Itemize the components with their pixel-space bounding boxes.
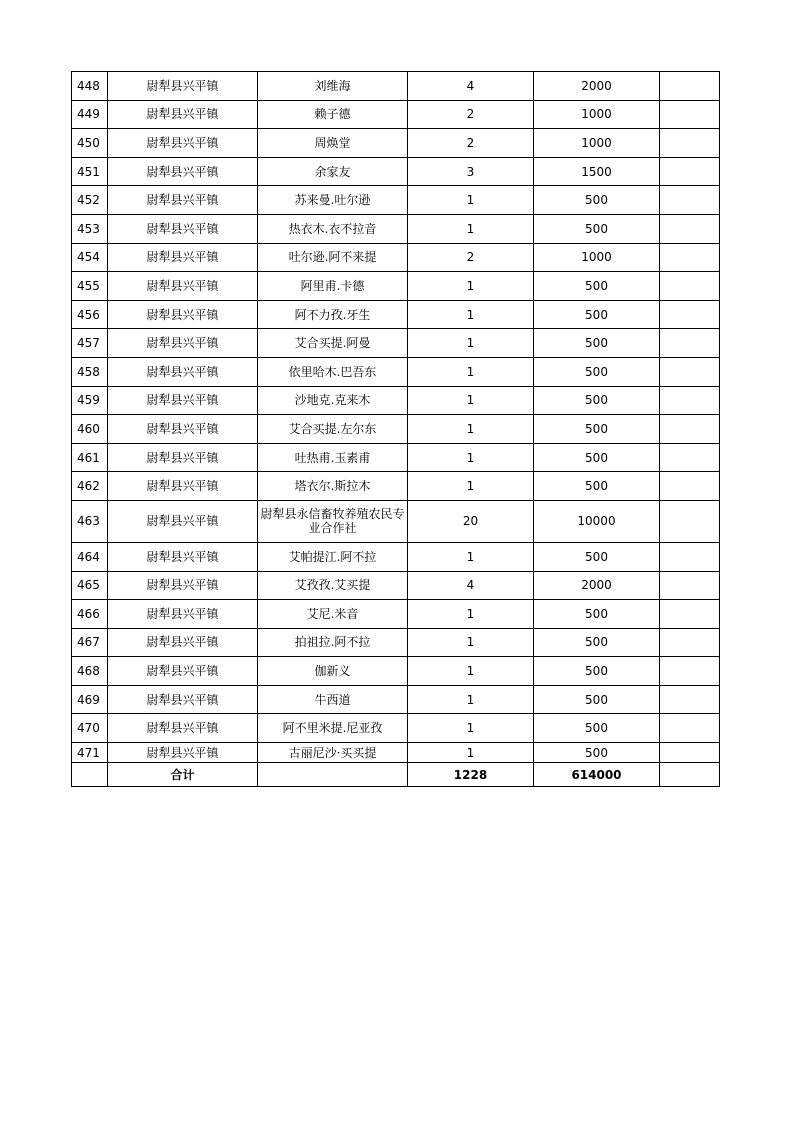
note-cell bbox=[660, 186, 720, 215]
table-row bbox=[72, 157, 720, 186]
township-cell: 尉犁县兴平镇 bbox=[108, 357, 258, 386]
quantity-cell: 2 bbox=[408, 100, 534, 129]
quantity-cell: 1 bbox=[408, 472, 534, 501]
amount-cell: 500 bbox=[534, 443, 660, 472]
amount-cell: 500 bbox=[534, 714, 660, 743]
row-number-cell: 448 bbox=[72, 72, 108, 101]
note-cell bbox=[660, 415, 720, 444]
table-row bbox=[72, 685, 720, 714]
amount-cell: 500 bbox=[534, 300, 660, 329]
note-cell bbox=[660, 500, 720, 542]
table-row bbox=[72, 72, 720, 101]
row-number-cell: 469 bbox=[72, 685, 108, 714]
note-cell bbox=[660, 272, 720, 301]
total-row bbox=[72, 763, 720, 787]
recipient-name-cell: 阿里甫.卡德 bbox=[258, 272, 408, 301]
table-row bbox=[72, 214, 720, 243]
row-number-cell: 449 bbox=[72, 100, 108, 129]
township-cell: 尉犁县兴平镇 bbox=[108, 743, 258, 763]
amount-cell: 500 bbox=[534, 600, 660, 629]
row-number-cell: 464 bbox=[72, 542, 108, 571]
recipient-name-cell: 吐尔逊.阿不来提 bbox=[258, 243, 408, 272]
note-cell bbox=[660, 72, 720, 101]
township-cell: 尉犁县兴平镇 bbox=[108, 600, 258, 629]
township-cell: 尉犁县兴平镇 bbox=[108, 214, 258, 243]
note-cell bbox=[660, 100, 720, 129]
amount-cell: 500 bbox=[534, 628, 660, 657]
note-cell bbox=[660, 600, 720, 629]
table-row bbox=[72, 415, 720, 444]
recipient-name-cell: 赖子德 bbox=[258, 100, 408, 129]
row-number-cell: 453 bbox=[72, 214, 108, 243]
township-cell: 尉犁县兴平镇 bbox=[108, 100, 258, 129]
township-cell: 尉犁县兴平镇 bbox=[108, 443, 258, 472]
note-cell bbox=[660, 129, 720, 158]
row-number-cell: 471 bbox=[72, 743, 108, 763]
recipient-name-cell: 吐热甫.玉素甫 bbox=[258, 443, 408, 472]
quantity-cell: 2 bbox=[408, 129, 534, 158]
recipient-name-cell: 热衣木.衣不拉音 bbox=[258, 214, 408, 243]
recipient-name-cell: 周焕堂 bbox=[258, 129, 408, 158]
row-number-cell: 465 bbox=[72, 571, 108, 600]
table-row bbox=[72, 243, 720, 272]
table-row bbox=[72, 743, 720, 763]
amount-cell: 500 bbox=[534, 542, 660, 571]
township-cell: 尉犁县兴平镇 bbox=[108, 129, 258, 158]
recipient-name-cell: 艾合买提.左尔东 bbox=[258, 415, 408, 444]
table-row bbox=[72, 329, 720, 358]
table-row bbox=[72, 500, 720, 542]
amount-cell: 1500 bbox=[534, 157, 660, 186]
amount-cell: 500 bbox=[534, 415, 660, 444]
quantity-cell: 1 bbox=[408, 443, 534, 472]
table-row bbox=[72, 472, 720, 501]
total-note-cell bbox=[660, 763, 720, 787]
amount-cell: 500 bbox=[534, 685, 660, 714]
total-qty-cell: 1228 bbox=[408, 763, 534, 787]
township-cell: 尉犁县兴平镇 bbox=[108, 500, 258, 542]
recipient-name-cell: 伽新义 bbox=[258, 657, 408, 686]
township-cell: 尉犁县兴平镇 bbox=[108, 685, 258, 714]
total-number-cell bbox=[72, 763, 108, 787]
row-number-cell: 466 bbox=[72, 600, 108, 629]
table-row bbox=[72, 300, 720, 329]
table-row bbox=[72, 443, 720, 472]
recipient-name-cell: 尉犁县永信畜牧养殖农民专业合作社 bbox=[258, 500, 408, 542]
township-cell: 尉犁县兴平镇 bbox=[108, 300, 258, 329]
row-number-cell: 470 bbox=[72, 714, 108, 743]
amount-cell: 500 bbox=[534, 357, 660, 386]
row-number-cell: 457 bbox=[72, 329, 108, 358]
note-cell bbox=[660, 300, 720, 329]
township-cell: 尉犁县兴平镇 bbox=[108, 472, 258, 501]
note-cell bbox=[660, 329, 720, 358]
amount-cell: 500 bbox=[534, 214, 660, 243]
amount-cell: 2000 bbox=[534, 72, 660, 101]
quantity-cell: 2 bbox=[408, 243, 534, 272]
township-cell: 尉犁县兴平镇 bbox=[108, 628, 258, 657]
amount-cell: 500 bbox=[534, 329, 660, 358]
quantity-cell: 1 bbox=[408, 329, 534, 358]
recipient-name-cell: 苏来曼.吐尔逊 bbox=[258, 186, 408, 215]
note-cell bbox=[660, 386, 720, 415]
table-row bbox=[72, 386, 720, 415]
table-row bbox=[72, 542, 720, 571]
row-number-cell: 463 bbox=[72, 500, 108, 542]
quantity-cell: 1 bbox=[408, 657, 534, 686]
note-cell bbox=[660, 157, 720, 186]
quantity-cell: 1 bbox=[408, 714, 534, 743]
row-number-cell: 459 bbox=[72, 386, 108, 415]
note-cell bbox=[660, 571, 720, 600]
quantity-cell: 1 bbox=[408, 300, 534, 329]
quantity-cell: 4 bbox=[408, 571, 534, 600]
table-row bbox=[72, 129, 720, 158]
township-cell: 尉犁县兴平镇 bbox=[108, 386, 258, 415]
quantity-cell: 1 bbox=[408, 628, 534, 657]
amount-cell: 500 bbox=[534, 472, 660, 501]
note-cell bbox=[660, 357, 720, 386]
township-cell: 尉犁县兴平镇 bbox=[108, 243, 258, 272]
recipient-name-cell: 艾孜孜.艾买提 bbox=[258, 571, 408, 600]
recipient-name-cell: 沙地克.克来木 bbox=[258, 386, 408, 415]
recipient-name-cell: 牛西道 bbox=[258, 685, 408, 714]
row-number-cell: 460 bbox=[72, 415, 108, 444]
quantity-cell: 1 bbox=[408, 685, 534, 714]
recipient-name-cell: 塔衣尔.斯拉木 bbox=[258, 472, 408, 501]
township-cell: 尉犁县兴平镇 bbox=[108, 415, 258, 444]
township-cell: 尉犁县兴平镇 bbox=[108, 272, 258, 301]
note-cell bbox=[660, 743, 720, 763]
row-number-cell: 450 bbox=[72, 129, 108, 158]
note-cell bbox=[660, 542, 720, 571]
table-row bbox=[72, 600, 720, 629]
row-number-cell: 468 bbox=[72, 657, 108, 686]
quantity-cell: 1 bbox=[408, 272, 534, 301]
recipient-name-cell: 刘维海 bbox=[258, 72, 408, 101]
quantity-cell: 1 bbox=[408, 214, 534, 243]
note-cell bbox=[660, 443, 720, 472]
row-number-cell: 467 bbox=[72, 628, 108, 657]
table-row bbox=[72, 714, 720, 743]
table-row bbox=[72, 272, 720, 301]
quantity-cell: 20 bbox=[408, 500, 534, 542]
row-number-cell: 462 bbox=[72, 472, 108, 501]
allocation-table bbox=[71, 71, 720, 787]
row-number-cell: 454 bbox=[72, 243, 108, 272]
note-cell bbox=[660, 714, 720, 743]
township-cell: 尉犁县兴平镇 bbox=[108, 542, 258, 571]
amount-cell: 10000 bbox=[534, 500, 660, 542]
amount-cell: 500 bbox=[534, 272, 660, 301]
total-name-cell bbox=[258, 763, 408, 787]
row-number-cell: 455 bbox=[72, 272, 108, 301]
note-cell bbox=[660, 628, 720, 657]
row-number-cell: 458 bbox=[72, 357, 108, 386]
quantity-cell: 1 bbox=[408, 186, 534, 215]
table-row bbox=[72, 657, 720, 686]
township-cell: 尉犁县兴平镇 bbox=[108, 186, 258, 215]
quantity-cell: 1 bbox=[408, 600, 534, 629]
amount-cell: 1000 bbox=[534, 100, 660, 129]
table-row bbox=[72, 628, 720, 657]
row-number-cell: 456 bbox=[72, 300, 108, 329]
quantity-cell: 1 bbox=[408, 357, 534, 386]
total-amount-cell: 614000 bbox=[534, 763, 660, 787]
recipient-name-cell: 拍祖拉.阿不拉 bbox=[258, 628, 408, 657]
amount-cell: 500 bbox=[534, 743, 660, 763]
township-cell: 尉犁县兴平镇 bbox=[108, 329, 258, 358]
total-label-cell: 合计 bbox=[108, 763, 258, 787]
note-cell bbox=[660, 685, 720, 714]
quantity-cell: 1 bbox=[408, 386, 534, 415]
note-cell bbox=[660, 657, 720, 686]
township-cell: 尉犁县兴平镇 bbox=[108, 657, 258, 686]
recipient-name-cell: 艾尼.米音 bbox=[258, 600, 408, 629]
quantity-cell: 4 bbox=[408, 72, 534, 101]
amount-cell: 500 bbox=[534, 386, 660, 415]
row-number-cell: 461 bbox=[72, 443, 108, 472]
recipient-name-cell: 阿不里米提.尼亚孜 bbox=[258, 714, 408, 743]
table-row bbox=[72, 571, 720, 600]
table-row bbox=[72, 186, 720, 215]
row-number-cell: 451 bbox=[72, 157, 108, 186]
quantity-cell: 1 bbox=[408, 542, 534, 571]
recipient-name-cell: 依里哈木.巴吾东 bbox=[258, 357, 408, 386]
note-cell bbox=[660, 472, 720, 501]
table-row bbox=[72, 100, 720, 129]
note-cell bbox=[660, 214, 720, 243]
row-number-cell: 452 bbox=[72, 186, 108, 215]
recipient-name-cell: 余家友 bbox=[258, 157, 408, 186]
amount-cell: 2000 bbox=[534, 571, 660, 600]
township-cell: 尉犁县兴平镇 bbox=[108, 571, 258, 600]
recipient-name-cell: 古丽尼沙·买买提 bbox=[258, 743, 408, 763]
quantity-cell: 1 bbox=[408, 415, 534, 444]
amount-cell: 500 bbox=[534, 186, 660, 215]
table-row bbox=[72, 357, 720, 386]
amount-cell: 1000 bbox=[534, 243, 660, 272]
amount-cell: 500 bbox=[534, 657, 660, 686]
table-body bbox=[72, 72, 720, 787]
amount-cell: 1000 bbox=[534, 129, 660, 158]
recipient-name-cell: 艾合买提.阿曼 bbox=[258, 329, 408, 358]
recipient-name-cell: 阿不力孜.牙生 bbox=[258, 300, 408, 329]
quantity-cell: 1 bbox=[408, 743, 534, 763]
township-cell: 尉犁县兴平镇 bbox=[108, 72, 258, 101]
township-cell: 尉犁县兴平镇 bbox=[108, 157, 258, 186]
recipient-name-cell: 艾帕提江.阿不拉 bbox=[258, 542, 408, 571]
note-cell bbox=[660, 243, 720, 272]
township-cell: 尉犁县兴平镇 bbox=[108, 714, 258, 743]
quantity-cell: 3 bbox=[408, 157, 534, 186]
